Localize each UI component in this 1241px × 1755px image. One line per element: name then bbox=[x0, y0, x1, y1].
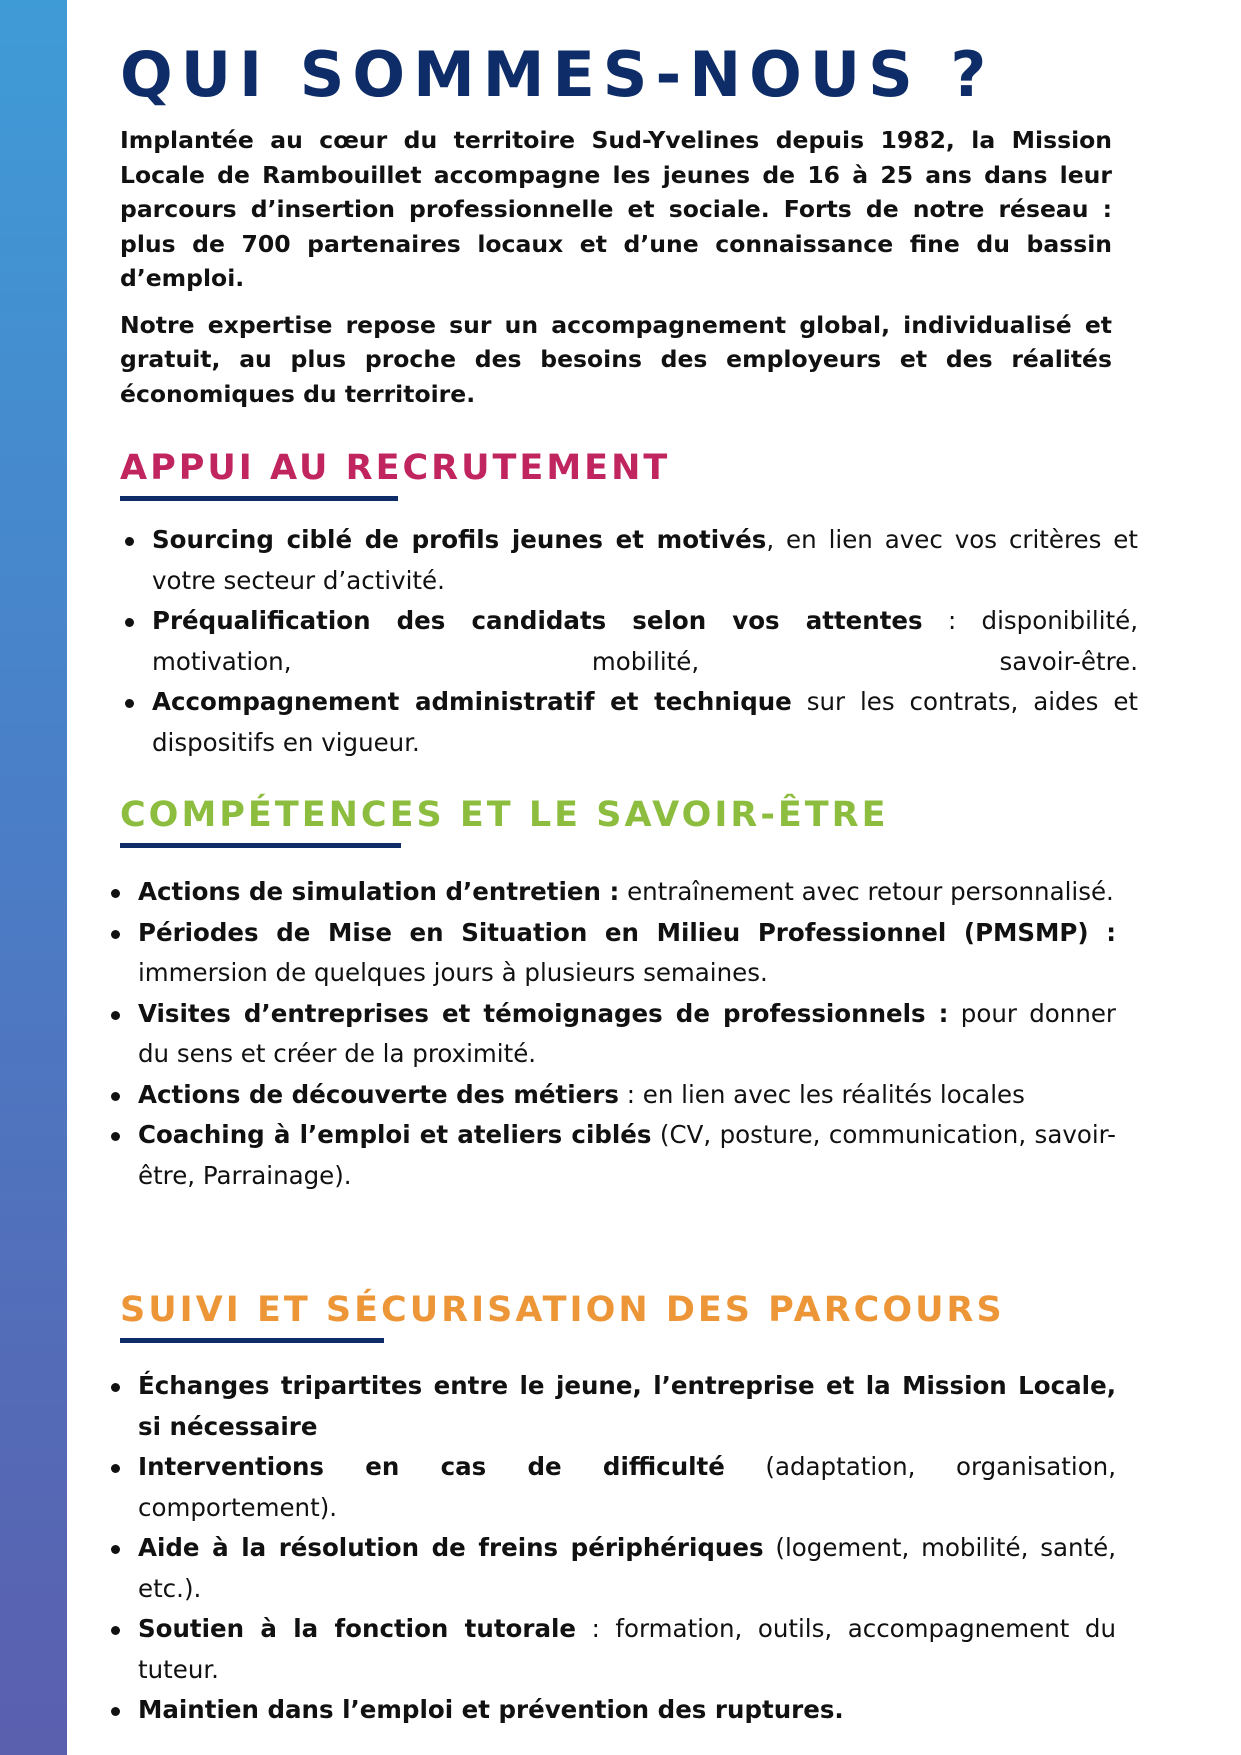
list-item: Interventions en cas de difficulté (adaptation, organisation, comportement). bbox=[106, 1447, 1116, 1528]
page-title: QUI SOMMES-NOUS ? bbox=[120, 38, 995, 111]
section-underline bbox=[120, 843, 401, 848]
list-item: Préqualification des candidats selon vos attentes : disponibilité, motivation, mobilité, savoir-être. bbox=[120, 601, 1138, 682]
intro-paragraph: Implantée au cœur du territoire Sud-Yvelines depuis 1982, la Mission Locale de Rambouillet accompagne les jeunes de 16 à 25 ans dans leur parcours d’insertion professionnelle et sociale. Forts de notre réseau : plus de 700 partenaires locaux et d’une connaissance fine du bassin d’emploi. bbox=[120, 126, 1112, 292]
section-title-suivi: SUIVI ET SÉCURISATION DES PARCOURS bbox=[120, 1290, 1005, 1330]
list-suivi bbox=[106, 1366, 1116, 1731]
section-header-recrutement bbox=[120, 448, 670, 501]
list-item: Échanges tripartites entre le jeune, l’entreprise et la Mission Locale, si nécessaire bbox=[106, 1366, 1116, 1447]
section-underline bbox=[120, 1338, 384, 1343]
list-item: Accompagnement administratif et technique sur les contrats, aides et dispositifs en vigueur. bbox=[120, 682, 1138, 763]
list-item: Sourcing ciblé de profils jeunes et motivés, en lien avec vos critères et votre secteur d’activité. bbox=[120, 520, 1138, 601]
list-recrutement bbox=[120, 520, 1138, 763]
list-item: Périodes de Mise en Situation en Milieu Professionnel (PMSMP) : immersion de quelques jours à plusieurs semaines. bbox=[106, 913, 1116, 994]
section-header-suivi bbox=[120, 1290, 1005, 1343]
intro-text bbox=[120, 123, 1112, 423]
list-competences bbox=[106, 872, 1116, 1196]
list-item: Maintien dans l’emploi et prévention des ruptures. bbox=[106, 1690, 1116, 1731]
list-item: Visites d’entreprises et témoignages de professionnels : pour donner du sens et créer de la proximité. bbox=[106, 994, 1116, 1075]
intro-paragraph: Notre expertise repose sur un accompagnement global, individualisé et gratuit, au plus proche des besoins des employeurs et des réalités économiques du territoire. bbox=[120, 310, 1112, 408]
list-item: Actions de simulation d’entretien : entraînement avec retour personnalisé. bbox=[106, 872, 1116, 913]
list-item: Aide à la résolution de freins périphériques (logement, mobilité, santé, etc.). bbox=[106, 1528, 1116, 1609]
section-header-competences bbox=[120, 795, 889, 848]
section-underline bbox=[120, 496, 398, 501]
list-item: Coaching à l’emploi et ateliers ciblés (CV, posture, communication, savoir-être, Parrainage). bbox=[106, 1115, 1116, 1196]
section-title-recrutement: APPUI AU RECRUTEMENT bbox=[120, 448, 671, 488]
list-item: Soutien à la fonction tutorale : formation, outils, accompagnement du tuteur. bbox=[106, 1609, 1116, 1690]
list-item: Actions de découverte des métiers : en lien avec les réalités locales bbox=[106, 1075, 1116, 1116]
section-title-competences: COMPÉTENCES ET LE SAVOIR-ÊTRE bbox=[120, 795, 889, 835]
side-accent-bar bbox=[0, 0, 67, 1755]
